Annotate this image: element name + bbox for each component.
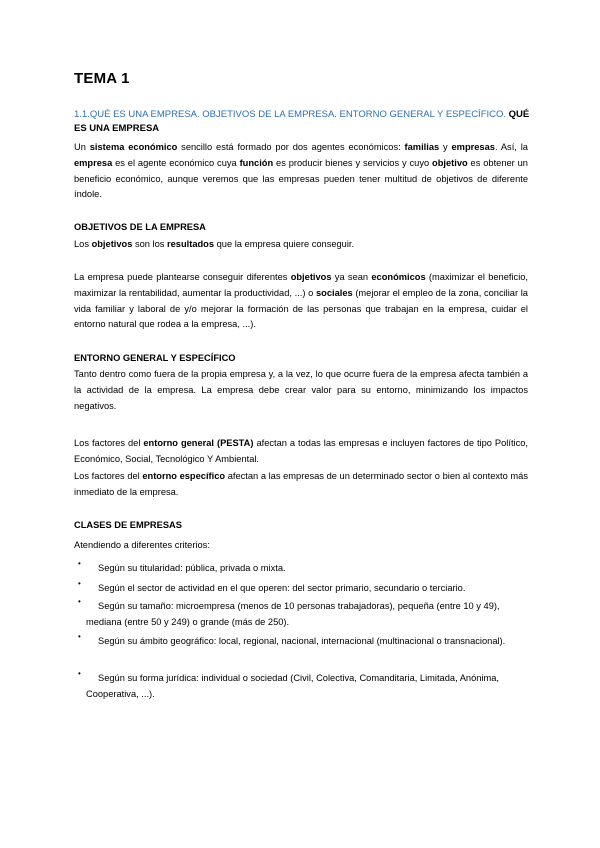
paragraph-entorno: Tanto dentro como fuera de la propia empresa y, a la vez, lo que ocurre fuera de la empresa afecta también a la actividad de la empresa. La empresa debe crear valor para su entorno, minimizando los impactos negativos. bbox=[74, 369, 528, 411]
bold-text-run: empresas bbox=[451, 142, 495, 152]
page-title: TEMA 1 bbox=[74, 70, 130, 87]
text-run: Los factores del bbox=[74, 438, 144, 448]
text-run: que la empresa quiere conseguir. bbox=[214, 239, 355, 249]
paragraph-sistema-economico bbox=[74, 140, 528, 203]
section-heading-1 bbox=[74, 108, 534, 136]
bullet-icon: • bbox=[78, 632, 81, 641]
heading-objetivos: OBJETIVOS DE LA EMPRESA bbox=[74, 222, 206, 232]
bold-text-run: empresa bbox=[74, 157, 113, 168]
text-run: . Así, la bbox=[494, 142, 528, 152]
bold-text-run: sociales bbox=[315, 287, 353, 298]
bold-text-run: entorno específico bbox=[142, 471, 226, 481]
list-item-text: Según su titularidad: pública, privada o mixta. bbox=[98, 563, 286, 573]
paragraph-objetivos-tipos bbox=[74, 270, 528, 333]
list-item-text: Según el sector de actividad en el que operen: del sector primario, secundario o terciario. bbox=[98, 583, 466, 593]
text-run: es producir bienes y servicios y cuyo bbox=[273, 157, 433, 168]
section-heading-blue: 1.1.QUÉ ES UNA EMPRESA. OBJETIVOS DE LA EMPRESA. ENTORNO GENERAL Y ESPECÍFICO. bbox=[74, 109, 507, 120]
section-heading-bold-2: ES UNA EMPRESA bbox=[74, 123, 160, 134]
clases-intro: Atendiendo a diferentes criterios: bbox=[74, 540, 210, 550]
list-item bbox=[86, 670, 526, 702]
bullet-icon: • bbox=[78, 669, 81, 678]
paragraph-entorno-general bbox=[74, 436, 528, 468]
bold-text-run: objetivos bbox=[91, 239, 133, 249]
list-item-text: Según su tamaño: microempresa (menos de 10 personas trabajadoras), pequeña (entre 10 y 49), mediana (entre 50 y 249) o grande (más de 250). bbox=[86, 601, 500, 627]
text-run: Los factores del bbox=[74, 471, 143, 481]
text-run: sencillo está formado por dos agentes económicos: bbox=[177, 142, 405, 152]
paragraph-entorno-especifico bbox=[74, 469, 528, 501]
text-run: (maximizar el beneficio, maximizar la rentabilidad, aumentar la productividad, ...) o bbox=[74, 272, 529, 298]
list-item bbox=[86, 560, 526, 576]
text-run: afectan a las empresas de un determinado sector o bien al contexto más inmediato de la empresa. bbox=[74, 471, 528, 497]
text-run: Un bbox=[74, 142, 90, 152]
section-heading-bold-1: QUÉ bbox=[508, 109, 530, 120]
bold-text-run: objetivo bbox=[432, 157, 468, 168]
bold-text-run: familias bbox=[404, 142, 440, 152]
bold-text-run: entorno general (PESTA) bbox=[143, 438, 254, 448]
list-item-text: Según su forma jurídica: individual o sociedad (Civil, Colectiva, Comanditaria, Limitada, Anónima, Cooperativa, ...). bbox=[86, 673, 499, 699]
bullet-icon: • bbox=[78, 597, 81, 606]
heading-clases: CLASES DE EMPRESAS bbox=[74, 520, 182, 530]
text-run: son los bbox=[132, 239, 168, 249]
text-run: afectan a todas las empresas e incluyen factores de tipo Político, Económico, Social, Tecnológico Y Ambiental. bbox=[74, 438, 528, 464]
list-item bbox=[86, 580, 526, 596]
text-run: (mejorar el empleo de la zona, conciliar la vida familiar y laboral de y/o mejorar la formación de las personas que trabajan en la empresa, cuidar el entorno natural que rodea a la empresa, ...). bbox=[74, 287, 528, 330]
text-run: es el agente económico cuya bbox=[112, 157, 240, 168]
text-run: Los bbox=[74, 239, 92, 249]
text-run: es obtener un beneficio económico, aunque veremos que las empresas pueden tener multitud de objetivos de diferente índole. bbox=[74, 157, 528, 200]
bold-text-run: resultados bbox=[167, 239, 215, 249]
bold-text-run: económicos bbox=[371, 272, 426, 282]
list-item bbox=[86, 633, 526, 649]
bullet-icon: • bbox=[78, 579, 81, 588]
bold-text-run: función bbox=[239, 157, 274, 168]
list-item-text: Según su ámbito geográfico: local, regional, nacional, internacional (multinacional o transnacional). bbox=[98, 636, 506, 646]
bold-text-run: sistema económico bbox=[89, 142, 178, 152]
paragraph-objetivos-def bbox=[74, 237, 528, 253]
bullet-icon: • bbox=[78, 559, 81, 568]
text-run: ya sean bbox=[331, 272, 372, 282]
text-run: La empresa puede plantearse conseguir diferentes bbox=[74, 272, 291, 282]
heading-entorno: ENTORNO GENERAL Y ESPECÍFICO bbox=[74, 353, 236, 363]
bold-text-run: objetivos bbox=[290, 272, 332, 282]
text-run: y bbox=[439, 142, 452, 152]
list-item bbox=[86, 598, 526, 630]
